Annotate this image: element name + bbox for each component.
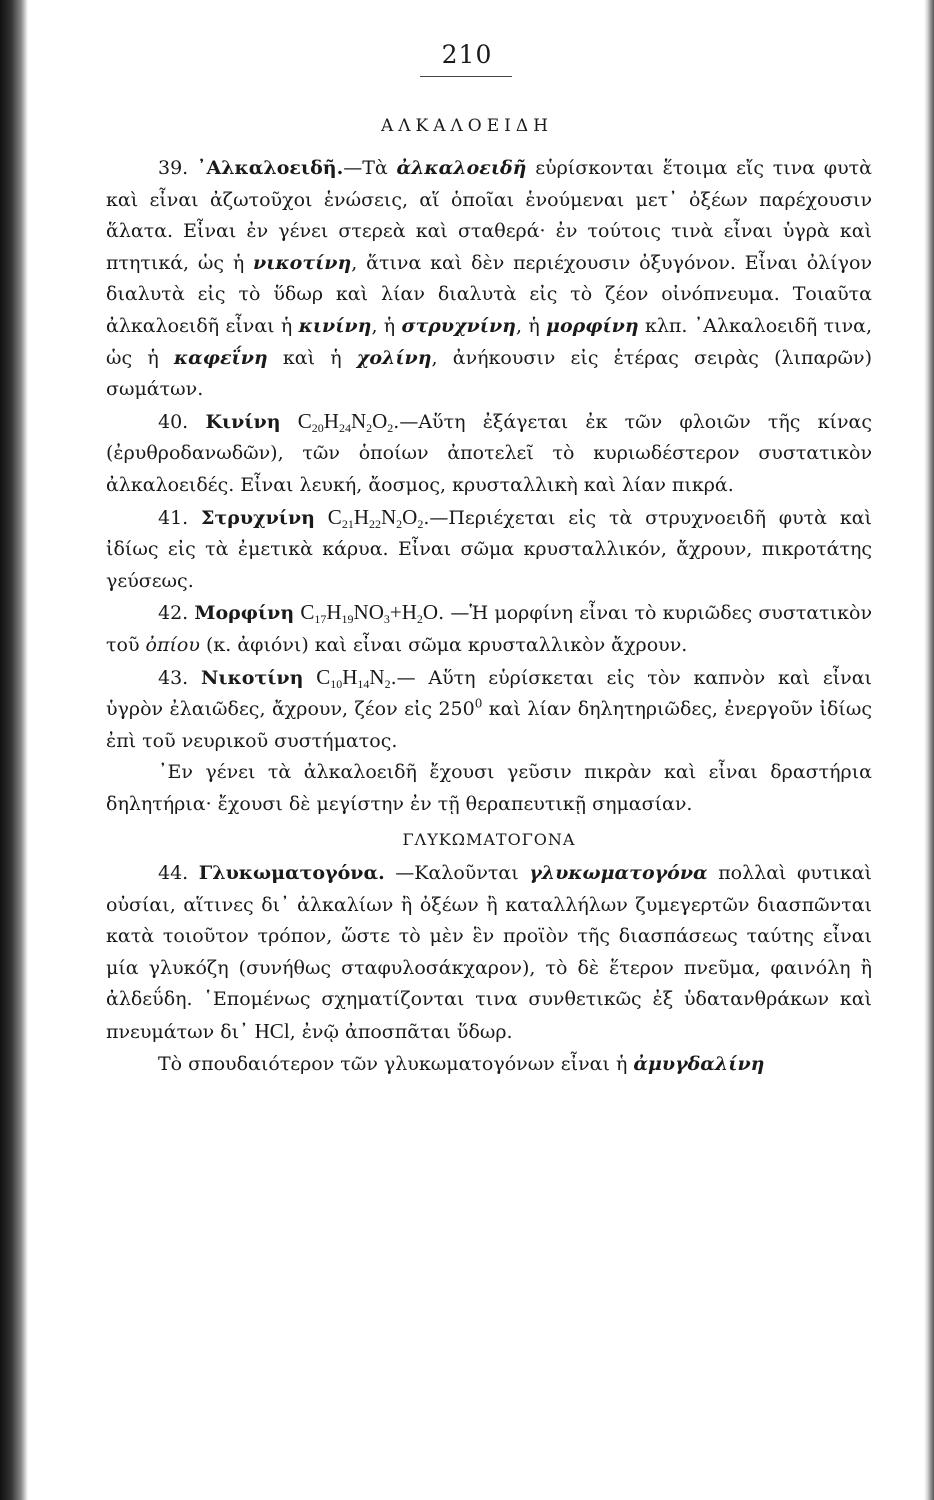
key-term: καφεΐνη <box>173 346 268 369</box>
text-run: , ἡ <box>515 314 547 337</box>
key-term: ἀμυγδαλίνη <box>633 1052 765 1075</box>
italic-term: ὀπίου <box>145 633 200 656</box>
text-run: . —Ἡ μορφίνη εἶναι τὸ κυριῶδες συστατικὸν τοῦ <box>106 602 872 656</box>
formula-symbol: H <box>342 664 358 689</box>
text-run: καὶ ἡ <box>267 346 357 369</box>
paragraph-40 <box>106 406 872 502</box>
formula-symbol: C <box>316 664 331 689</box>
page-number-rule <box>420 76 512 77</box>
section-title: Κινίνη <box>205 410 281 433</box>
text-run: (κ. ἀφιόνι) καὶ εἶναι σῶμα κρυσταλλικὸν ἄχρουν. <box>199 633 688 656</box>
chemical-formula <box>300 600 439 627</box>
text-run: καὶ λίαν δηλητηριῶδες, ἐνεργοῦν ἰδίως ἐπὶ τοῦ νευρικοῦ συστήματος. <box>106 698 872 752</box>
key-term: μορφίνη <box>546 314 639 337</box>
paragraph-43 <box>106 662 872 758</box>
key-term: χολίνη <box>356 346 432 369</box>
formula-symbol: O <box>422 600 439 625</box>
formula-subscript: 2 <box>384 676 391 691</box>
text-run: εὑρίσκονται ἕτοιμα εἴς τινα φυτὰ καὶ εἶναι ἀζωτοῦχοι ἑνώσεις, αἵ ὁποῖαι ἑνούμεναι μετ᾽ ὀξέων παρέχουσιν ἅλατα. Εἶναι ἐν γένει στερεὰ καὶ σταθερά· ἐν τούτοις τινὰ εἶναι ὑγρὰ καὶ πτητικά, ὡς ἡ <box>106 157 872 274</box>
formula-symbol: N <box>350 408 367 433</box>
page-number: 210 <box>441 40 493 69</box>
formula-subscript: 2 <box>396 516 403 531</box>
text-run: , ἅτινα καὶ δὲν περιέχουσιν ὀξυγόνον. Εἶναι ὀλίγον διαλυτὰ εἰς τὸ ὕδωρ καὶ λίαν διαλυτὰ εἰς τὸ ζέον οἰνόπνευμα. Τοιαῦτα ἀλκαλοειδῆ εἶναι ἡ <box>106 251 872 337</box>
formula-symbol: NO <box>353 600 384 625</box>
section-number: 40. <box>158 410 189 433</box>
chemical-formula <box>328 505 424 529</box>
key-term: νικοτίνη <box>253 251 352 274</box>
formula-subscript: 17 <box>314 612 327 627</box>
text-run: πολλαὶ φυτικαὶ οὐσίαι, αἵτινες δι᾽ ἀλκαλίων ἢ ὀξέων ἢ καταλλήλων ζυμεγερτῶν διασπῶνται κατὰ τοιοῦτον τρόπον, ὥστε τὸ μὲν ἓν προϊὸν τῆς διασπάσεως ταύτης εἶναι μία γλυκόζη (συνήθως σταφυλοσάκχαρον), τὸ δὲ ἕτερον πνεῦμα, φαινόλη ἢ ἀλδεΰδη. ῾Επομένως σχηματίζονται τινα συνθετικῶς ἐξ ὑδατανθράκων καὶ πνευμάτων δι᾽ <box>106 862 873 1044</box>
key-term: κινίνη <box>298 314 372 337</box>
text-run: , ἡ <box>371 314 402 337</box>
formula-subscript: 2 <box>366 420 373 435</box>
text-run: —Τὰ <box>343 157 397 179</box>
section-title: Γλυκωματογόνα. <box>198 862 385 885</box>
book-binding-shadow <box>0 0 28 1500</box>
formula-symbol: N <box>369 664 385 689</box>
paragraph-last <box>106 1049 872 1081</box>
section-title: ᾽Αλκαλοειδῆ. <box>196 157 344 179</box>
formula-subscript: 20 <box>311 420 324 435</box>
text-run: , ἐνῷ ἀποσπᾶται ὕδωρ. <box>289 1021 513 1044</box>
formula-symbol: C <box>300 600 315 625</box>
formula-symbol: C <box>327 504 342 529</box>
page-edge-shadow <box>924 0 934 1500</box>
formula-subscript: 3 <box>383 612 390 627</box>
formula-symbol: N <box>380 504 397 529</box>
hcl-formula: HCl <box>254 1019 290 1044</box>
formula-symbol: H <box>353 504 369 529</box>
formula-subscript: 22 <box>368 516 381 531</box>
paragraph-44 <box>106 858 872 1049</box>
formula-symbol: H <box>326 600 342 625</box>
section-number: 39. <box>158 157 189 179</box>
degree-superscript: 0 <box>474 696 483 711</box>
paragraph-summary: ᾽Εν γένει τὰ ἀλκαλοειδῆ ἔχουσι γεῦσιν πικρὰν καὶ εἶναι δραστήρια δηλητήρια· ἔχουσι δὲ μεγίστην ἐν τῇ θεραπευτικῇ σημασίαν. <box>106 761 872 815</box>
formula-subscript: 2 <box>417 516 424 531</box>
text-run: κλπ. ᾽Αλκαλοειδῆ τινα, ὡς ἡ <box>106 314 872 369</box>
paragraph-42 <box>106 597 872 661</box>
formula-subscript: 2 <box>416 612 423 627</box>
section-number: 44. <box>158 862 189 885</box>
chemical-formula <box>316 665 390 689</box>
formula-subscript: 21 <box>341 516 354 531</box>
section-heading-glykomatogona: ΓΛΥΚΩΜΑΤΟΓΟΝΑ <box>402 830 576 850</box>
formula-symbol: O <box>402 504 418 529</box>
formula-subscript: 19 <box>341 612 354 627</box>
text-run: —Καλοῦνται <box>384 862 530 885</box>
chemical-formula <box>298 409 394 433</box>
paragraph-39 <box>106 153 872 406</box>
formula-symbol: C <box>297 408 312 433</box>
text-run: , ἀνήκουσιν εἰς ἑτέρας σειρὰς (λιπαρῶν) σωμάτων. <box>106 346 872 401</box>
formula-symbol: +H <box>389 600 417 625</box>
formula-symbol: O <box>372 408 388 433</box>
section-title: Μορφίνη <box>194 602 295 625</box>
body-text <box>106 153 872 1080</box>
key-term: στρυχνίνη <box>401 314 516 337</box>
section-number: 43. <box>158 666 189 689</box>
formula-subscript: 10 <box>330 676 343 691</box>
section-number: 42. <box>158 602 189 625</box>
text-run: Τὸ σπουδαιότερον τῶν γλυκωματογόνων εἶναι ἡ <box>158 1052 634 1075</box>
section-title: Στρυχνίνη <box>201 506 315 529</box>
key-term: ἀλκαλοειδῆ <box>396 157 527 179</box>
key-term: γλυκωματογόνα <box>529 862 708 885</box>
formula-symbol: H <box>323 408 339 433</box>
formula-subscript: 2 <box>387 420 394 435</box>
formula-subscript: 24 <box>338 420 351 435</box>
section-number: 41. <box>158 506 189 529</box>
running-head: ΑΛΚΑΛΟΕΙΔΗ <box>381 116 553 136</box>
formula-subscript: 14 <box>357 676 370 691</box>
text-run: .— Αὕτη εὑρίσκεται εἰς τὸν καπνὸν καὶ εἶναι ὑγρὸν ἐλαιῶδες, ἄχρουν, ζέον εἰς 250 <box>106 666 873 721</box>
paragraph-41 <box>106 502 872 598</box>
text-run: .—Περιέχεται εἰς τὰ στρυχνοειδῆ φυτὰ καὶ ἰδίως εἰς τὰ ἐμετικὰ κάρυα. Εἶναι σῶμα κρυσταλλικόν, ἄχρουν, πικροτάτης γεύσεως. <box>106 506 872 592</box>
section-title: Νικοτίνη <box>200 666 304 689</box>
text-run: .—Αὕτη ἐξάγεται ἐκ τῶν φλοιῶν τῆς κίνας (ἐρυθροδανωδῶν), τῶν ὁποίων ἀποτελεῖ τὸ κυριωδέστερον συστατικὸν ἀλκαλοειδές. Εἶναι λευκή, ἄοσμος, κρυσταλλικὴ καὶ λίαν πικρά. <box>106 410 872 496</box>
